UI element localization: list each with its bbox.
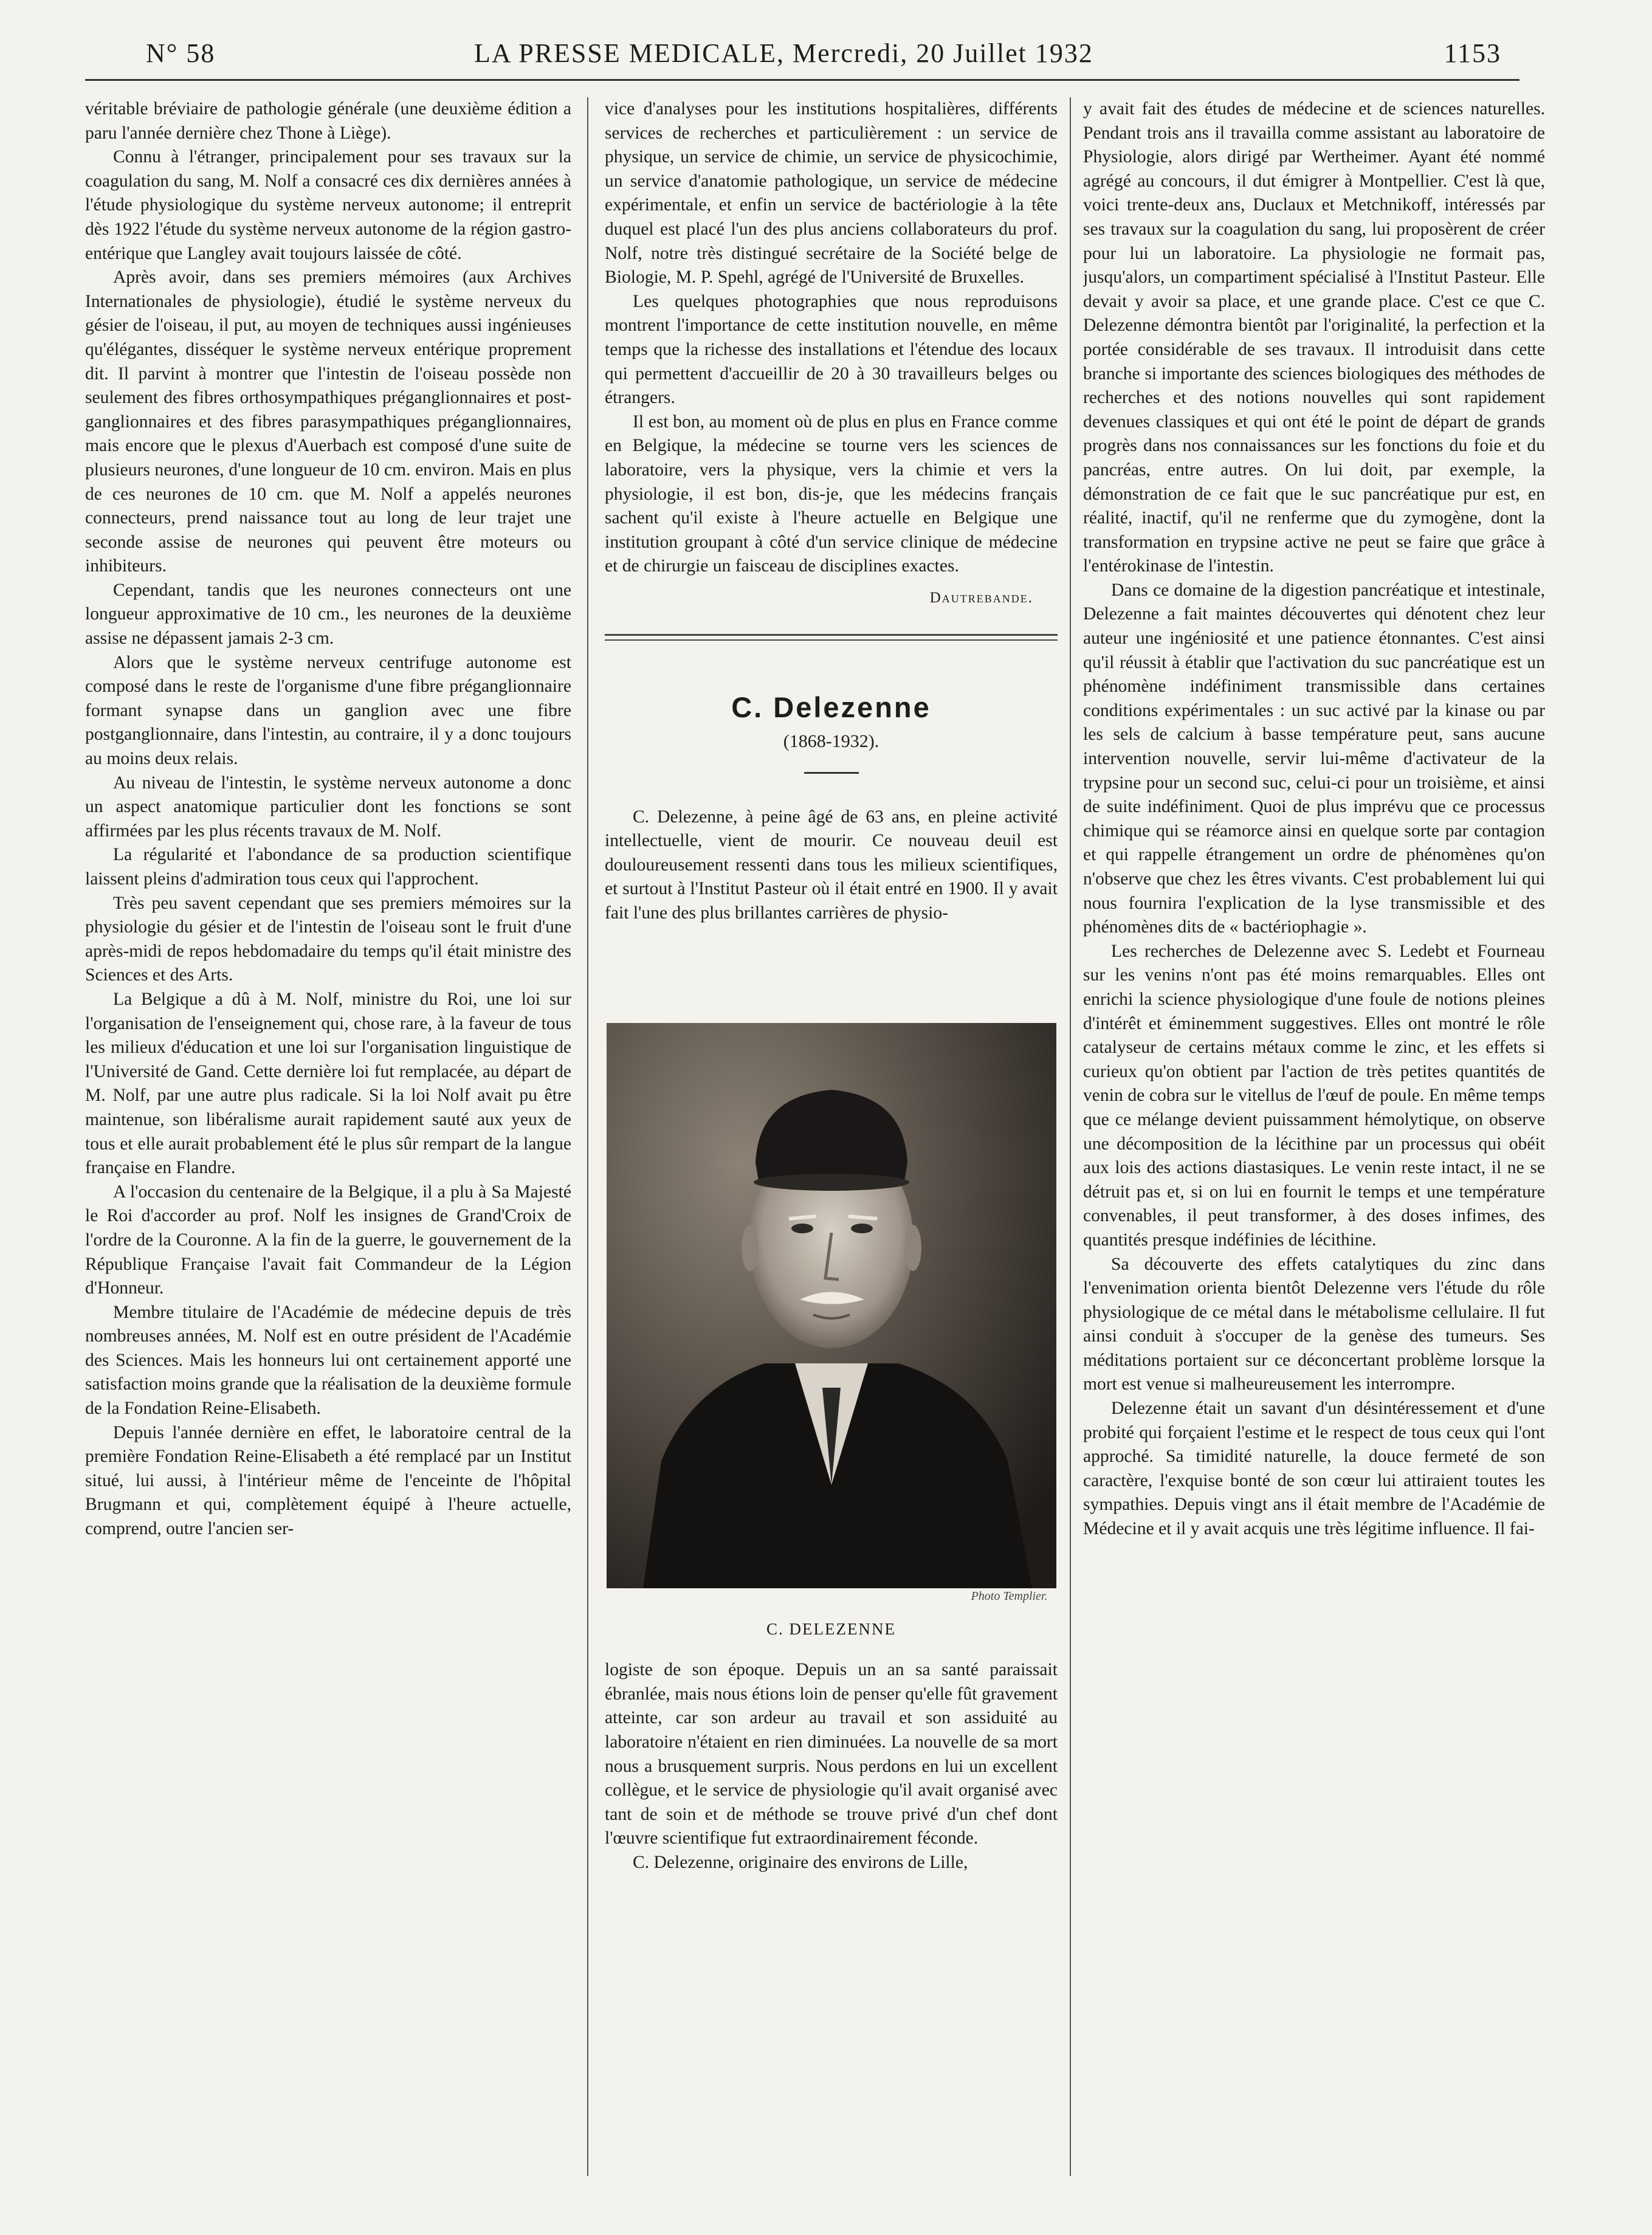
column-2 — [605, 97, 1058, 2176]
paragraph: y avait fait des études de médecine et de sciences naturelles. Pendant trois ans il travailla comme assistant au laboratoire de Physiologie, alors dirigé par Wertheimer. Ayant été nommé agrégé au concours, il dut émigrer à Montpellier. C'est là que, voici trente-deux ans, Duclaux et Metchnikoff, intéressés par ses travaux sur la coagulation du sang, lui proposèrent de créer pour lui un laboratoire. La physiologie ne formait pas, jusqu'alors, un compartiment spécialisé à l'Institut Pasteur. Elle devait y avoir sa place, et une grande place. C'est ce que C. Delezenne démontra bientôt par l'originalité, la perfection et la portée considérable de ses travaux. Il introduisit dans cette branche si importante des sciences biologiques des méthodes de recherches et des notions nouvelles qui sont rapidement devenues classiques et qui ont été le point de départ de grands progrès dans nos connaissances sur les fonctions du foie et du pancréas, entre autres. On lui doit, par exemple, la démonstration de ce fait que le suc pancréatique pur est, en réalité, inactif, qu'il ne renferme que du zymogène, dont la transformation en trypsine active ne peut se faire que grâce à l'entérokinase de l'intestin. — [1083, 99, 1545, 576]
photo-credit: Photo Templier. — [971, 1589, 1048, 1603]
paragraph: Très peu savent cependant que ses premiers mémoires sur la physiologie du gésier et de l'intestin de l'oiseau sont le fruit d'une après-midi de repos hebdomadaire du temps qu'il était ministre des Sciences et des Arts. — [85, 893, 571, 985]
journal-title: LA PRESSE MEDICALE, Mercredi, 20 Juillet 1932 — [474, 38, 1093, 68]
header-rule — [85, 79, 1519, 81]
column-divider — [1070, 97, 1071, 2176]
obituary-title: C. Delezenne — [731, 691, 931, 724]
column-3 — [1083, 97, 1545, 2176]
paragraph: Membre titulaire de l'Académie de médecine depuis de très nombreuses années, M. Nolf est en outre président de l'Académie des Sciences. Mais les honneurs lui ont certainement apporté une satisfaction moins grande que la réalisation de la deuxième formule de la Fondation Reine-Elisabeth. — [85, 1302, 571, 1419]
title-rule — [804, 772, 859, 774]
paragraph: Cependant, tandis que les neurones connecteurs ont une longueur approximative de 10 cm., les neurones de la deuxième assise ne dépassent jamais 2-3 cm. — [85, 580, 571, 649]
paragraph: Au niveau de l'intestin, le système nerveux autonome a donc un aspect anatomique particulier dont les fonctions se sont affirmées par les plus récents travaux de M. Nolf. — [85, 773, 571, 841]
issue-number: N° 58 — [146, 38, 216, 68]
column-1 — [85, 97, 571, 2176]
paragraph: Les recherches de Delezenne avec S. Ledebt et Fourneau sur les venins n'ont pas été moins remarquables. Elles ont enrichi la science physiologique d'une foule de notions pleines d'intérêt et éminemment suggestives. Elles ont montré le rôle catalyseur de certains métaux comme le zinc, et les effets si curieux qu'on obtient par l'action de très petites quantités de venin de cobra sur le vitellus de l'œuf de poule. En même temps que ce mélange devient puissamment hémolytique, on observe une décomposition de la lécithine par un processus qui obéit aux lois des actions diastasiques. Le venin reste intact, il ne se détruit pas et, si on lui en fournit le temps et une température convenables, il peut transformer, à des doses infimes, des quantités presque indéfinies de lécithine. — [1083, 941, 1545, 1250]
author-signature: Dautrebande. — [929, 589, 1033, 606]
paragraph: véritable bréviaire de pathologie générale (une deuxième édition a paru l'année dernière chez Thone à Liège). — [85, 99, 571, 143]
paragraph: Alors que le système nerveux centrifuge autonome est composé dans le reste de l'organisme d'une fibre préganglionnaire formant synapse dans un ganglion avec une fibre postganglionnaire, dans l'intestin, au contraire, il y a donc toujours au moins deux relais. — [85, 652, 571, 769]
page-number: 1153 — [1444, 38, 1501, 68]
paragraph: Dans ce domaine de la digestion pancréatique et intestinale, Delezenne a fait maintes découvertes qui dénotent chez leur auteur une ingéniosité et une patience étonnantes. C'est ainsi qu'il réussit à établir que l'activation du suc pancréatique est un phénomène indéfiniment transmissible dans certaines conditions expérimentales : un suc activé par la kinase ou par les sels de calcium à basse température peut, sans aucune intervention nouvelle, servir lui-même d'activateur de la trypsine pour un second suc, celui-ci pour un troisième, et ainsi de suite indéfiniment. Quoi de plus imprévu que ce processus chimique qui se réamorce ainsi en quelque sorte par contagion et qui rappelle étrangement un ordre de phénomènes qu'on n'observe que chez les êtres vivants. C'est probablement lui qui nous fournira l'explication de la lyse transmissible et des phénomènes dits de « bactériophagie ». — [1083, 580, 1545, 937]
paragraph: Sa découverte des effets catalytiques du zinc dans l'envenimation orienta bientôt Delezenne vers l'étude du rôle physiologique de ce métal dans le métabolisme cellulaire. Il fut ainsi conduit à s'occuper de la genèse des tumeurs. Ses méditations portaient sur ce déconcertant problème lorsque la mort est venue si malheureusement les interrompre. — [1083, 1254, 1545, 1394]
portrait-illustration — [607, 1023, 1056, 1588]
paragraph: Il est bon, au moment où de plus en plus en France comme en Belgique, la médecine se tourne vers les sciences de laboratoire, vers la physique, vers la chimie et vers la physiologie, il est bon, dis-je, que les médecins français sachent qu'il existe à l'heure actuelle en Belgique une institution groupant à côté d'un service clinique de médecine et de chirurgie un faisceau de disciplines exactes. — [605, 412, 1058, 576]
paragraph: Delezenne était un savant d'un désintéressement et d'une probité qui forçaient l'estime et le respect de tous ceux qui l'ont approché. Sa timidité naturelle, la douce fermeté de son caractère, l'exquise bonté de son cœur lui attiraient toutes les sympathies. Depuis vingt ans il était membre de l'Académie de Médecine et il y avait acquis une très légitime influence. Il fai- — [1083, 1399, 1545, 1539]
paragraph: C. Delezenne, à peine âgé de 63 ans, en pleine activité intellectuelle, vient de mourir. Ce nouveau deuil est douloureusement ressenti dans tous les milieux scientifiques, et surtout à l'Institut Pasteur où il était entré en 1900. Il y avait fait l'une des plus brillantes carrières de physio- — [605, 807, 1058, 923]
paragraph: La régularité et l'abondance de sa production scientifique laissent pleins d'admiration tous ceux qui l'approchent. — [85, 845, 571, 889]
paragraph: La Belgique a dû à M. Nolf, ministre du Roi, une loi sur l'organisation de l'enseignement qui, chose rare, à la faveur de tous les milieux d'éducation et une loi sur l'organisation linguistique de l'Université de Gand. Cette dernière loi fut remplacée, au départ de M. Nolf, par une autre plus radicale. Si la loi Nolf avait pu être maintenue, son libéralisme aurait rapidement sauté aux yeux de tous et elle aurait probablement été le plus sûr rempart de la langue française en Flandre. — [85, 989, 571, 1178]
paragraph: vice d'analyses pour les institutions hospitalières, différents services de recherches et particulièrement : un service de physique, un service de chimie, un service de physicochimie, un service d'anatomie pathologique, un service de médecine expérimentale, et enfin un service de bactériologie à la tête duquel est placé l'un des plus anciens collaborateurs du prof. Nolf, notre très distingué secrétaire de la Société belge de Biologie, M. P. Spehl, agrégé de l'Université de Bruxelles. — [605, 99, 1058, 288]
section-divider — [605, 634, 1058, 641]
photo-caption: C. DELEZENNE — [766, 1619, 896, 1638]
obituary-dates: (1868-1932). — [783, 731, 879, 752]
paragraph: Connu à l'étranger, principalement pour ses travaux sur la coagulation du sang, M. Nolf a consacré ces dix dernières années à l'étude physiologique du système nerveux autonome; il entreprit dès 1922 l'étude du système nerveux autonome de la région gastro-entérique que Langley avait toujours laissée de côté. — [85, 147, 571, 263]
paragraph: C. Delezenne, originaire des environs de Lille, — [633, 1852, 968, 1872]
paragraph: A l'occasion du centenaire de la Belgique, il a plu à Sa Majesté le Roi d'accorder au prof. Nolf les insignes de Grand'Croix de l'ordre de la Couronne. A la fin de la guerre, le gouvernement de la République Française l'avait fait Commandeur de la Légion d'Honneur. — [85, 1182, 571, 1298]
paragraph: Après avoir, dans ses premiers mémoires (aux Archives Internationales de physiologie), étudié le système nerveux du gésier de l'oiseau, il put, au moyen de techniques aussi ingénieuses qu'élégantes, disséquer le système nerveux entérique proprement dit. Il parvint à montrer que l'intestin de l'oiseau possède non seulement des fibres orthosympathiques préganglionnaires et post-ganglionnaires et des fibres parasympathiques préganglionnaires, mais encore que le plexus d'Auerbach est composé d'une suite de plusieurs neurones, d'une longueur de 10 cm. environ. Mais en plus de ces neurones de 10 cm. que M. Nolf a appelés neurones connecteurs, prend naissance tout au long de leur trajet une seconde assise de neurones qui peuvent être moteurs ou inhibiteurs. — [85, 267, 571, 576]
column-divider — [587, 97, 588, 2176]
paragraph: Les quelques photographies que nous reproduisons montrent l'importance de cette institution nouvelle, en même temps que la richesse des installations et l'étendue des locaux qui permettent d'accueillir de 20 à 30 travailleurs belges ou étrangers. — [605, 291, 1058, 408]
page-header — [146, 32, 1501, 86]
paragraph: logiste de son époque. Depuis un an sa santé paraissait ébranlée, mais nous étions loin de penser qu'elle fût gravement atteinte, car son ardeur au travail et son assiduité au laboratoire n'étaient en rien diminuées. La nouvelle de sa mort nous a brusquement surpris. Nous perdons en lui un excellent collègue, et le service de physiologie qu'il avait organisé avec tant de soin et de méthode se trouve privé d'un chef dont l'œuvre scientifique fut extraordinairement féconde. — [605, 1660, 1058, 1848]
paragraph: Depuis l'année dernière en effet, le laboratoire central de la première Fondation Reine-Elisabeth a été remplacé par un Institut situé, lui aussi, à l'intérieur même de l'enceinte de l'hôpital Brugmann et qui, complètement équipé à l'heure actuelle, comprend, outre l'ancien ser- — [85, 1422, 571, 1539]
portrait-photo — [607, 1023, 1056, 1603]
